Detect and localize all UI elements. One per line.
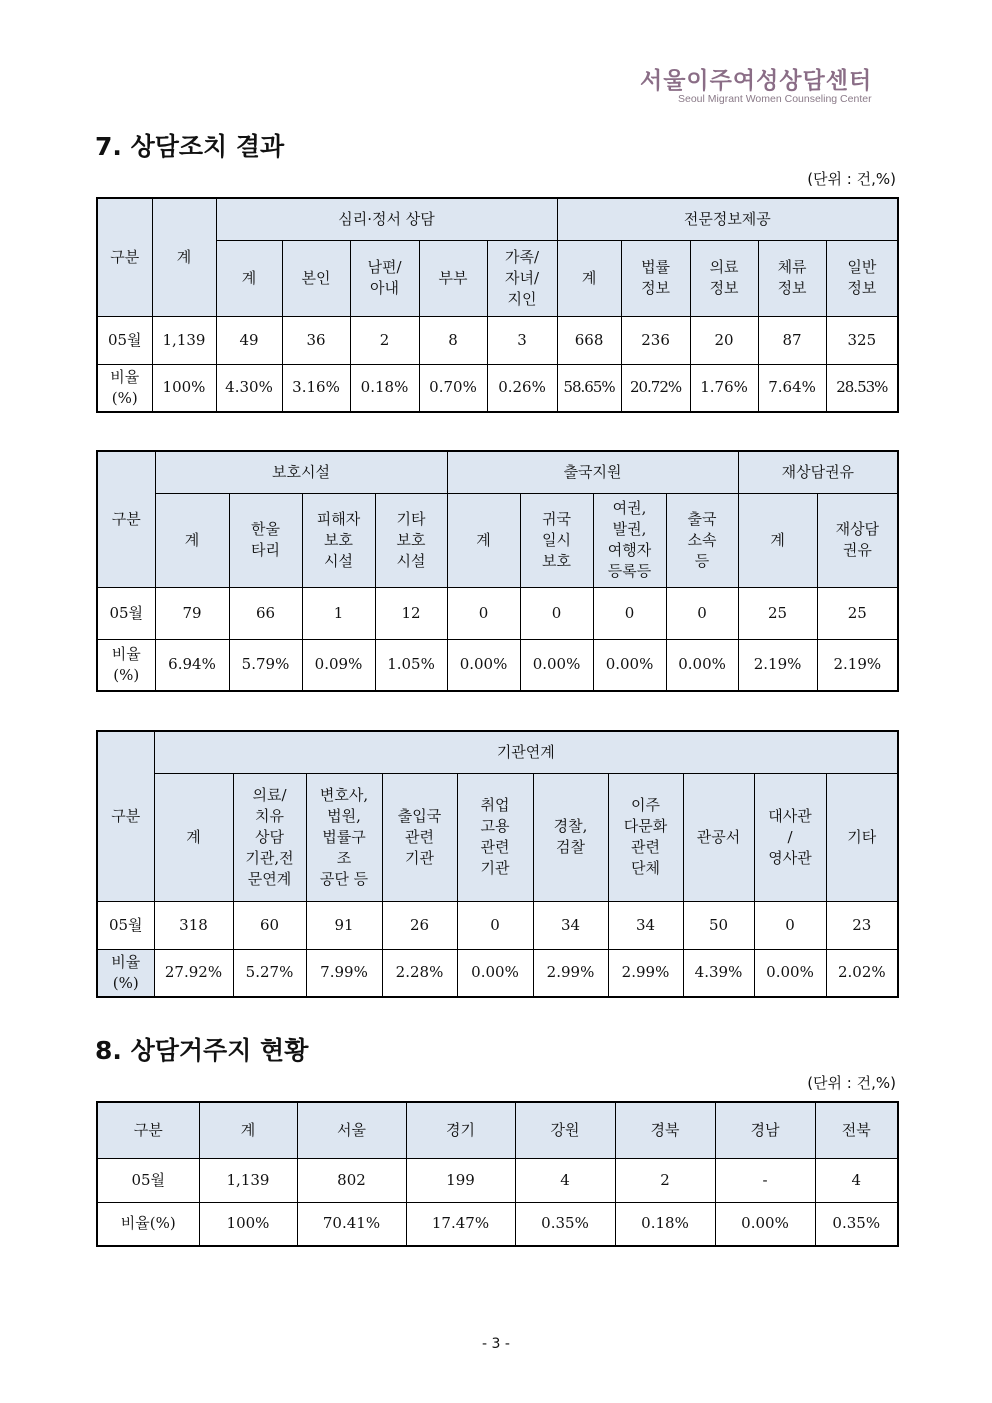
table-cell: 0	[457, 901, 533, 949]
column-header: 여권, 발권, 여행자 등록등	[593, 493, 666, 587]
column-header: 한울 타리	[229, 493, 302, 587]
group-header-agency: 기관연계	[154, 731, 898, 773]
table-cell: 50	[683, 901, 754, 949]
table-cell: 49	[216, 316, 282, 364]
column-header: 대사관 / 영사관	[754, 773, 826, 901]
table-cell: 1.05%	[375, 639, 447, 691]
column-header: 서울	[297, 1102, 406, 1158]
row-label-header: 구분	[97, 198, 152, 316]
column-header: 법률 정보	[621, 240, 690, 316]
month-label: 05월	[97, 587, 155, 639]
table-cell: 325	[826, 316, 898, 364]
table-cell: 1.76%	[690, 364, 758, 412]
table-cell: 0	[593, 587, 666, 639]
column-header: 경찰, 검찰	[533, 773, 608, 901]
section-8-title: 8. 상담거주지 현황	[95, 1036, 309, 1065]
column-header: 재상담 권유	[817, 493, 898, 587]
table-row	[97, 316, 898, 364]
logo-subtitle: Seoul Migrant Women Counseling Center	[678, 93, 872, 105]
column-header: 취업 고용 관련 기관	[457, 773, 533, 901]
column-header: 의료/ 치유 상담 기관,전 문연계	[233, 773, 306, 901]
table-cell: 26	[382, 901, 457, 949]
table-cell: 668	[557, 316, 621, 364]
column-header: 경남	[715, 1102, 815, 1158]
group-header-info: 전문정보제공	[557, 198, 898, 240]
column-header: 출국 소속 등	[666, 493, 738, 587]
column-header: 남편/ 아내	[350, 240, 419, 316]
column-header: 전북	[815, 1102, 898, 1158]
table-row	[97, 587, 898, 639]
table-cell: 25	[817, 587, 898, 639]
column-header: 출입국 관련 기관	[382, 773, 457, 901]
column-header: 일반 정보	[826, 240, 898, 316]
table-cell: 2.28%	[382, 949, 457, 997]
table-cell: 1	[302, 587, 375, 639]
table-cell: 8	[419, 316, 487, 364]
column-header: 구분	[97, 1102, 199, 1158]
table-row	[97, 1202, 898, 1246]
ratio-label: 비율 (%)	[97, 364, 152, 412]
table-cell: 0.00%	[447, 639, 520, 691]
table-cell: 802	[297, 1158, 406, 1202]
table-cell: 0.09%	[302, 639, 375, 691]
section-7-title: 7. 상담조치 결과	[95, 132, 285, 161]
table-cell: 0	[447, 587, 520, 639]
column-header: 귀국 일시 보호	[520, 493, 593, 587]
table-cell: 25	[738, 587, 817, 639]
row-label-header: 구분	[97, 731, 154, 901]
table-cell: 58.65%	[557, 364, 621, 412]
table-cell: 0	[754, 901, 826, 949]
month-label: 05월	[97, 901, 154, 949]
section-7-unit: (단위 : 건,%)	[807, 170, 896, 188]
table-cell: 23	[826, 901, 898, 949]
table-cell: 0.26%	[487, 364, 557, 412]
shelter-departure-table	[96, 450, 899, 692]
table-cell: 0.00%	[457, 949, 533, 997]
counseling-info-table	[96, 197, 899, 413]
table-cell: 36	[282, 316, 350, 364]
table-cell: 0.00%	[666, 639, 738, 691]
table-cell: 0.70%	[419, 364, 487, 412]
table-cell: 0	[666, 587, 738, 639]
table-cell: 0	[520, 587, 593, 639]
month-label: 05월	[97, 316, 152, 364]
column-header: 기타 보호 시설	[375, 493, 447, 587]
page-number: - 3 -	[482, 1336, 510, 1352]
column-header: 경기	[406, 1102, 515, 1158]
table-row	[97, 949, 898, 997]
table-cell: 318	[154, 901, 233, 949]
column-header: 부부	[419, 240, 487, 316]
table-cell: 17.47%	[406, 1202, 515, 1246]
table-cell: 2.99%	[533, 949, 608, 997]
residence-table	[96, 1101, 899, 1247]
table-row	[97, 364, 898, 412]
column-header: 계	[557, 240, 621, 316]
column-header: 경북	[615, 1102, 715, 1158]
table-cell: 4	[515, 1158, 615, 1202]
group-header-psych: 심리·정서 상담	[216, 198, 557, 240]
total-header: 계	[152, 198, 216, 316]
table-cell: 4	[815, 1158, 898, 1202]
column-header: 강원	[515, 1102, 615, 1158]
table-cell: 3	[487, 316, 557, 364]
section-8-unit: (단위 : 건,%)	[807, 1074, 896, 1092]
ratio-label: 비율 (%)	[97, 639, 155, 691]
table-cell: 2	[615, 1158, 715, 1202]
column-header: 이주 다문화 관련 단체	[608, 773, 683, 901]
table-cell: 2.19%	[738, 639, 817, 691]
table-cell: 2.19%	[817, 639, 898, 691]
table-cell: 2.02%	[826, 949, 898, 997]
logo-text: 서울이주여성상담센터	[640, 68, 873, 94]
ratio-label: 비율 (%)	[97, 949, 154, 997]
table-cell: 7.64%	[758, 364, 826, 412]
row-label-header: 구분	[97, 451, 155, 587]
column-header: 관공서	[683, 773, 754, 901]
table-cell: -	[715, 1158, 815, 1202]
column-header: 계	[155, 493, 229, 587]
table-cell: 4.30%	[216, 364, 282, 412]
group-header-shelter: 보호시설	[155, 451, 447, 493]
column-header: 의료 정보	[690, 240, 758, 316]
column-header: 기타	[826, 773, 898, 901]
table-cell: 2	[350, 316, 419, 364]
table-cell: 0.00%	[754, 949, 826, 997]
table-cell: 0.00%	[520, 639, 593, 691]
table-cell: 1,139	[199, 1158, 297, 1202]
table-cell: 87	[758, 316, 826, 364]
column-header: 계	[154, 773, 233, 901]
table-cell: 34	[533, 901, 608, 949]
table-cell: 79	[155, 587, 229, 639]
agency-link-table	[96, 730, 899, 998]
table-row	[97, 639, 898, 691]
table-cell: 4.39%	[683, 949, 754, 997]
center-logo	[640, 62, 880, 105]
table-cell: 0.18%	[350, 364, 419, 412]
table-cell: 5.79%	[229, 639, 302, 691]
table-cell: 0.35%	[815, 1202, 898, 1246]
table-cell: 199	[406, 1158, 515, 1202]
group-header-recounsel: 재상담권유	[738, 451, 898, 493]
ratio-label: 비율(%)	[97, 1202, 199, 1246]
column-header: 체류 정보	[758, 240, 826, 316]
table-cell: 2.99%	[608, 949, 683, 997]
table-cell: 3.16%	[282, 364, 350, 412]
table-cell: 0.18%	[615, 1202, 715, 1246]
column-header: 본인	[282, 240, 350, 316]
month-label: 05월	[97, 1158, 199, 1202]
table-cell: 0.35%	[515, 1202, 615, 1246]
table-cell: 5.27%	[233, 949, 306, 997]
column-header: 계	[447, 493, 520, 587]
column-header: 변호사, 법원, 법률구 조 공단 등	[306, 773, 382, 901]
month-total: 1,139	[152, 316, 216, 364]
table-cell: 28.53%	[826, 364, 898, 412]
table-cell: 20	[690, 316, 758, 364]
table-cell: 70.41%	[297, 1202, 406, 1246]
table-row	[97, 1158, 898, 1202]
column-header: 계	[738, 493, 817, 587]
table-cell: 12	[375, 587, 447, 639]
ratio-total: 100%	[152, 364, 216, 412]
table-cell: 60	[233, 901, 306, 949]
column-header: 계	[216, 240, 282, 316]
table-cell: 7.99%	[306, 949, 382, 997]
group-header-departure: 출국지원	[447, 451, 738, 493]
column-header: 계	[199, 1102, 297, 1158]
table-cell: 0.00%	[593, 639, 666, 691]
table-cell: 20.72%	[621, 364, 690, 412]
column-header: 피해자 보호 시설	[302, 493, 375, 587]
column-header: 가족/ 자녀/ 지인	[487, 240, 557, 316]
table-cell: 0.00%	[715, 1202, 815, 1246]
table-cell: 27.92%	[154, 949, 233, 997]
table-cell: 91	[306, 901, 382, 949]
table-header-row	[97, 1102, 898, 1158]
table-cell: 100%	[199, 1202, 297, 1246]
table-row	[97, 901, 898, 949]
table-cell: 6.94%	[155, 639, 229, 691]
table-cell: 34	[608, 901, 683, 949]
table-cell: 66	[229, 587, 302, 639]
table-cell: 236	[621, 316, 690, 364]
